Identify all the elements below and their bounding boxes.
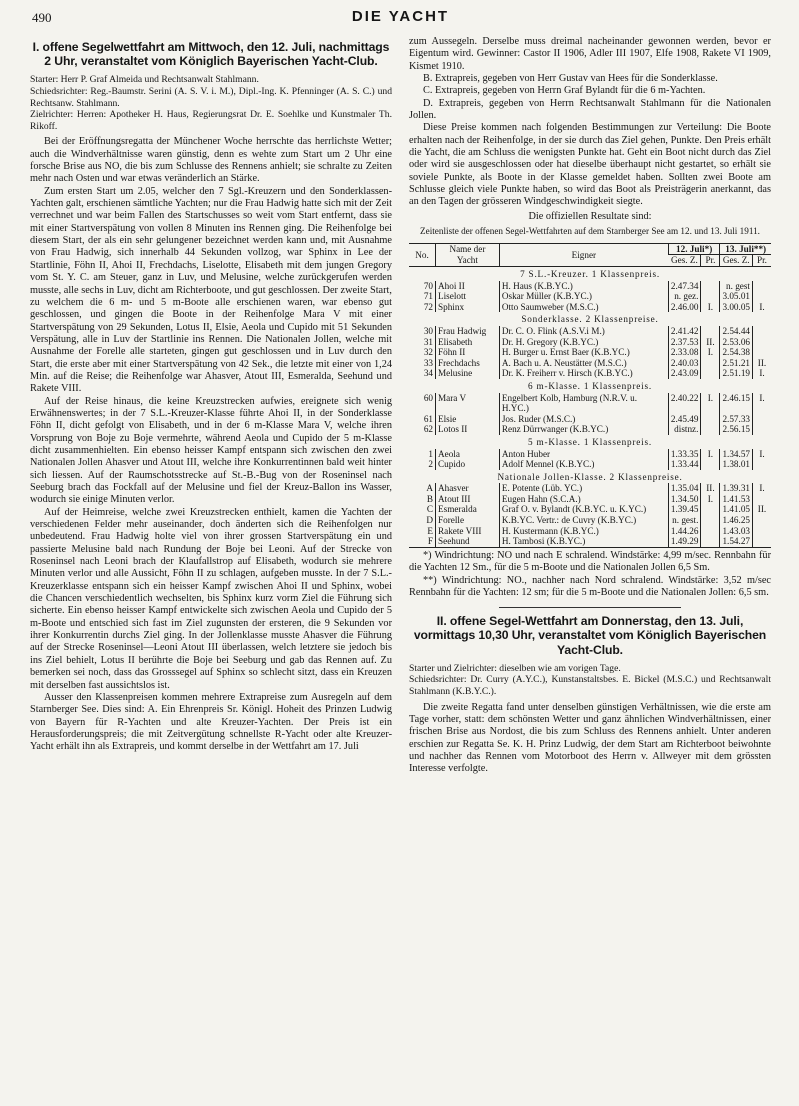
cell-time-day1: 2.33.08 bbox=[668, 347, 701, 358]
page-number: 490 bbox=[32, 10, 52, 25]
table-row bbox=[409, 424, 771, 435]
cell-time-day1: 1.34.50 bbox=[668, 494, 701, 505]
cell-yacht-name: Frechdachs bbox=[436, 358, 500, 369]
cell-time-day2: 1.54.27 bbox=[720, 536, 753, 547]
table-row bbox=[409, 504, 771, 515]
cell-time-day1: 2.43.09 bbox=[668, 368, 701, 379]
cell-prize-day1 bbox=[701, 281, 720, 292]
cell-time-day2: 2.53.06 bbox=[720, 337, 753, 348]
cell-prize-day2: I. bbox=[753, 449, 772, 460]
cell-owner: A. Bach u. A. Neustätter (M.S.C.) bbox=[499, 358, 668, 369]
cell-prize-day1 bbox=[701, 504, 720, 515]
footnote-day1: *) Windrichtung: NO und nach E schralend. Windstärke: 4,99 m/sec. Rennbahn für die Yachten 12 Sm., für die 5 m-Boote und die Nationalen Jollen 6,5 Sm. bbox=[409, 549, 771, 574]
cell-owner: Oskar Müller (K.B.YC.) bbox=[499, 291, 668, 302]
cell-no: F bbox=[409, 536, 436, 547]
cell-yacht-name: Lotos II bbox=[436, 424, 500, 435]
body-paragraph: D. Extrapreis, gegeben von Herrn Rechtsanwalt Stahlmann für die Nationalen Jollen. bbox=[409, 97, 771, 122]
cell-prize-day2 bbox=[753, 494, 772, 505]
body-paragraph: C. Extrapreis, gegeben von Herrn Graf Bylandt für die 6 m-Yachten. bbox=[423, 85, 706, 97]
table-row bbox=[409, 368, 771, 379]
col-header-day1: 12. Juli*) bbox=[668, 243, 720, 255]
cell-no: 70 bbox=[423, 280, 433, 291]
table-row bbox=[409, 414, 771, 425]
cell-prize-day1 bbox=[701, 459, 720, 470]
cell-time-day1: 1.33.44 bbox=[668, 459, 701, 470]
cell-yacht-name: Forelle bbox=[436, 515, 500, 526]
class-group-row bbox=[409, 470, 771, 484]
cell-yacht-name: Sphinx bbox=[436, 302, 500, 313]
cell-time-day2: 1.41.53 bbox=[720, 494, 753, 505]
cell-yacht-name: Mara V bbox=[436, 393, 500, 414]
cell-time-day2: 3.05.01 bbox=[720, 291, 753, 302]
body-paragraph: Ausser den Klassenpreisen kommen mehrere Extrapreise zum Ausregeln auf dem Starnberger See. Dies sind: A. Ein Ehrenpreis Sr. Königl. Hoheit des Prinzen Ludwig von Bayern für R-Yachten und alte Kreuzer-Yachten. Der Preis ist ein Herausforderungspreis; die mit Zeitvergütung schnellste R-Yacht oder alte Kreuzer-Yacht erhält ihn als Extrapreis, und kommt derselbe in der Wettfahrt am 17. Juli bbox=[30, 691, 392, 753]
cell-prize-day1 bbox=[701, 526, 720, 537]
col-header-day2: 13. Juli**) bbox=[720, 243, 771, 255]
cell-time-day1: n. gest. bbox=[668, 515, 701, 526]
cell-no: C bbox=[426, 504, 433, 515]
page-header bbox=[30, 6, 771, 30]
footnote-day2: **) Windrichtung: NO., nachher nach Nord schralend. Windstärke: 3,52 m/sec Rennbahn für die Yachten: 12 sm; für die 5 m-Boote und die Nationalen Jollen: 6,5 sm. bbox=[409, 574, 771, 598]
cell-time-day2: 2.51.21 bbox=[720, 358, 753, 369]
col-header-yacht: Name der Yacht bbox=[436, 243, 500, 266]
cell-time-day2: 2.54.44 bbox=[720, 326, 753, 337]
schiedsrichter-line: Schiedsrichter: Reg.-Baumstr. Serini (A. S. V. i. M.), Dipl.-Ing. K. Pfenninger (A. S. C.) und Rechtsanw. Stahlmann. bbox=[30, 86, 392, 109]
cell-time-day1: 2.47.34 bbox=[668, 281, 701, 292]
cell-owner: Renz Dürrwanger (K.B.YC.) bbox=[499, 424, 668, 435]
table-row bbox=[409, 347, 771, 358]
body-paragraph: Zum ersten Start um 2.05, welcher den 7 Sgl.-Kreuzern und den Sonderklassen-Yachten galt, erschienen sämtliche Yachten; nur die Frau Hadwig hatte sich mit der Zeit verrechnet und war beim Fallen des Startschusses so weit vom Start entfernt, dass sie mit einer Startverspätung von vollen 8 Minuten ins Rennen ging. Die Reihenfolge bei diesem Start, der als ein sehr gelungener bezeichnet werden kann und, mit Ausnahme von Frau Hadwig, sich innerhalb 44 Sekunden vollzog, war Sphinx in Lee der Startlinie, Föhn II, Ahoi II, Frechdachs, Liselotte, Elisabeth mit dem jungen Gregory vom St. Y. C. am Steuer, ganz in Luv, und Melusine, welche zurückgerufen werden musste, alle sechs in Luv, dicht am Richterboote, und gut geschlossen. Der zweite Start, zu welchem die 6 m- und 5 m-Boote alle erschienen waren, war ebenso gut geschlossen, und gingen die Boote in der Reihenfolge Mara V mit einer Startverspätung von 29 Sekunden, Lotus II, Elsie, Aeola und Cupido mit 51 Sekunden Verspätung, alle in Luv der Startlinie ins Rennen. Die Nationalen Jollen, welche mit Ausnahme der Forelle alle starteten, gingen gut geschlossen und in Luv durch den Start, die erste aber mit einer Startverspätung von 42 Sek., die letzte mit einer von 1,24 Min. auf die Reise; die Reihenfolge war Ahasver, Atout III, Esmeralda, Seehund und Rakete VIII. bbox=[30, 185, 392, 395]
results-table-body bbox=[409, 267, 771, 548]
cell-owner: Dr. C. O. Flink (A.S.V.i M.) bbox=[499, 326, 668, 337]
right-column bbox=[409, 36, 771, 776]
cell-prize-day2: I. bbox=[753, 368, 772, 379]
cell-no: 72 bbox=[423, 301, 433, 312]
class-group-title: Sonderklasse. 2 Klassenpreise. bbox=[521, 314, 659, 325]
cell-owner: Graf O. v. Bylandt (K.B.YC. u. K.YC.) bbox=[499, 504, 668, 515]
cell-prize-day2 bbox=[753, 459, 772, 470]
cell-prize-day1 bbox=[701, 326, 720, 337]
cell-prize-day1: I. bbox=[701, 347, 720, 358]
cell-time-day1: 2.40.03 bbox=[668, 358, 701, 369]
two-column-body bbox=[30, 36, 771, 776]
cell-prize-day1: I. bbox=[701, 494, 720, 505]
cell-prize-day2: I. bbox=[753, 393, 772, 414]
cell-owner: Adolf Mennel (K.B.YC.) bbox=[499, 459, 668, 470]
cell-time-day1: 1.49.29 bbox=[668, 536, 701, 547]
cell-time-day2: 2.57.33 bbox=[720, 414, 753, 425]
cell-no: 30 bbox=[423, 325, 433, 336]
cell-owner: Engelbert Kolb, Hamburg (N.R.V. u. H.YC.) bbox=[499, 393, 668, 414]
cell-time-day1: 2.40.22 bbox=[668, 393, 701, 414]
cell-time-day1: 1.33.35 bbox=[668, 449, 701, 460]
results-table bbox=[409, 243, 771, 548]
body-paragraph: Die zweite Regatta fand unter denselben günstigen Verhältnissen, wie die erste am Tage vorher, statt: dem schönsten Wetter und ganz ähnlichen Windverhältnissen, einer frischen Brise aus Nordost, die bis zum Schluss des Rennens anhielt. Unter anderen erschien zur Regatta Se. K. H. Prinz Ludwig, der dem Start am Richterboot beiwohnte und nachher das Rennen vom Motorboot des Herrn v. Allweyer mit dem grössten Interesse verfolgte. bbox=[409, 701, 771, 775]
col-header-owner: Eigner bbox=[499, 243, 668, 266]
table-row bbox=[409, 459, 771, 470]
cell-prize-day2: II. bbox=[753, 358, 772, 369]
cell-no: 33 bbox=[423, 357, 433, 368]
class-group-title: 5 m-Klasse. 1 Klassenpreis. bbox=[528, 436, 652, 447]
cell-no: 62 bbox=[423, 424, 433, 435]
cell-no: 32 bbox=[423, 347, 433, 358]
cell-prize-day2 bbox=[753, 515, 772, 526]
body-paragraph: Auf der Reise hinaus, die keine Kreuzstrecken aufwies, ereignete sich wenig Erwähnenswertes; in der 7 S.L.-Kreuzer-Klasse führte Ahoi II, in der Sonderklasse Föhn II, dicht gefolgt von Elisabeth, und in der 6 m-Klasse Mara V, welche ihren Vorsprung von Boje zu Boje vermehrte, während Aeola und Cupido der 5 m-Klasse dicht zusammenhielten. Ein ebenso heisser Kampf entspann sich zwischen den zwei Nationalen Jollen Ahasver und Atout III, welche ihre Konkurrentinnen bald weit hinter sich liessen. Auf der Raumschotsstrecke auf St.-B.-Bug von der Roseninsel nach Seeburg brach das Fockfall auf der Melusine und fiel der Kreuz-Ballon ins Wasser, wodurch sie einige Minuten verlor. bbox=[30, 395, 392, 506]
cell-time-day2: 1.34.57 bbox=[720, 449, 753, 460]
col-header-pr: Pr. bbox=[701, 255, 720, 267]
table-footnotes bbox=[409, 550, 771, 599]
table-row bbox=[409, 483, 771, 494]
cell-prize-day1: II. bbox=[701, 483, 720, 494]
cell-owner: K.B.YC. Vertr.: de Cuvry (K.B.YC.) bbox=[499, 515, 668, 526]
cell-prize-day1: I. bbox=[701, 449, 720, 460]
body-paragraph: Bei der Eröffnungsregatta der Münchener Woche herrschte das herrlichste Wetter; auch die Windverhältnisse waren günstig, denn es wehte zum Start um 2 Uhr eine forsche Brise aus NO, die bis zum Schlusse des Rennens anhielt; sie schralte zu Zeiten mehr nach Osten und war etwas veränderlich an Stärke. bbox=[30, 136, 392, 185]
starter-line: Starter: Herr P. Graf Almeida und Rechtsanwalt Stahlmann. bbox=[30, 74, 259, 86]
table-row bbox=[409, 337, 771, 348]
cell-no: 2 bbox=[428, 459, 433, 470]
cell-prize-day2 bbox=[753, 536, 772, 547]
cell-prize-day2 bbox=[753, 526, 772, 537]
cell-time-day1: 2.41.42 bbox=[668, 326, 701, 337]
cell-prize-day1 bbox=[701, 536, 720, 547]
cell-time-day2: 2.46.15 bbox=[720, 393, 753, 414]
cell-yacht-name: Aeola bbox=[436, 449, 500, 460]
cell-time-day2: 1.46.25 bbox=[720, 515, 753, 526]
cell-time-day2: n. gest bbox=[720, 281, 753, 292]
cell-yacht-name: Cupido bbox=[436, 459, 500, 470]
cell-no: A bbox=[426, 483, 433, 494]
table-row bbox=[409, 302, 771, 313]
cell-no: 71 bbox=[423, 291, 433, 302]
cell-owner: E. Potente (Lüb. YC.) bbox=[499, 483, 668, 494]
cell-time-day1: 2.45.49 bbox=[668, 414, 701, 425]
table-row bbox=[409, 536, 771, 547]
cell-no: D bbox=[426, 515, 433, 526]
cell-yacht-name: Atout III bbox=[436, 494, 500, 505]
cell-owner: Dr. K. Freiherr v. Hirsch (K.B.YC.) bbox=[499, 368, 668, 379]
cell-owner: Jos. Ruder (M.S.C.) bbox=[499, 414, 668, 425]
cell-no: 61 bbox=[423, 413, 433, 424]
cell-owner: Eugen Hahn (S.C.A.) bbox=[499, 494, 668, 505]
cell-time-day1: distnz. bbox=[668, 424, 701, 435]
class-group-title: Nationale Jollen-Klasse. 2 Klassenpreise. bbox=[497, 471, 683, 482]
cell-no: 31 bbox=[423, 336, 433, 347]
cell-time-day1: 1.39.45 bbox=[668, 504, 701, 515]
col-header-no: No. bbox=[409, 243, 436, 266]
cell-time-day2: 1.38.01 bbox=[720, 459, 753, 470]
class-group-row bbox=[409, 435, 771, 449]
cell-no: 60 bbox=[423, 392, 433, 403]
body-paragraph: Diese Preise kommen nach folgenden Bestimmungen zur Verteilung: Die Boote erhalten nach der Reihenfolge, in der sie durch das Ziel gehen, Punkte. Den Preis erhält die Yacht, die am Schluss die wenigsten Punkte hat. Geht ein Boot nicht durch das Ziel oder wird sie ausgeschlossen oder hat dieselbe überhaupt nicht gestartet, so erhält sie soviele Punkte, als Boote in der Klasse gemeldet haben. Sollten zwei Boote am Schlusse gleich viele Punkte haben, so wird das Boot als Preisträgerin anerkannt, das an den Tagen der grösseren Windgeschwindigkeit siegte. bbox=[409, 122, 771, 208]
cell-time-day2: 3.00.05 bbox=[720, 302, 753, 313]
cell-prize-day1: I. bbox=[701, 302, 720, 313]
cell-prize-day2 bbox=[753, 326, 772, 337]
zielrichter-line: Zielrichter: Herren: Apotheker H. Haus, Regierungsrat Dr. E. Soehlke und Kunstmaler Th. Rikoff. bbox=[30, 109, 392, 132]
class-group-title: 7 S.L.-Kreuzer. 1 Klassenpreis. bbox=[520, 269, 660, 279]
cell-yacht-name: Elisabeth bbox=[436, 337, 500, 348]
starter-zielrichter-line: Starter und Zielrichter: dieselben wie am vorigen Tage. bbox=[409, 662, 621, 674]
cell-yacht-name: Frau Hadwig bbox=[436, 326, 500, 337]
schiedsrichter-line: Schiedsrichter: Dr. Curry (A.Y.C.), Kunstanstaltsbes. E. Bickel (M.S.C.) und Rechtsanwalt Stahlmann (K.B.Y.C.). bbox=[409, 674, 771, 698]
cell-yacht-name: Rakete VIII bbox=[436, 526, 500, 537]
results-intro: Die offiziellen Resultate sind: bbox=[528, 210, 652, 222]
cell-prize-day1 bbox=[701, 291, 720, 302]
cell-prize-day2: I. bbox=[753, 302, 772, 313]
cell-yacht-name: Ahoi II bbox=[436, 281, 500, 292]
cell-prize-day1 bbox=[701, 414, 720, 425]
cell-prize-day2 bbox=[753, 291, 772, 302]
cell-prize-day2 bbox=[753, 414, 772, 425]
section-1-title: I. offene Segelwettfahrt am Mittwoch, den 12. Juli, nachmittags 2 Uhr, veranstaltet vom Königlich Bayerischen Yacht-Club. bbox=[32, 40, 390, 69]
cell-owner: Dr. H. Gregory (K.B.YC.) bbox=[499, 337, 668, 348]
table-row bbox=[409, 326, 771, 337]
cell-owner: H. Tambosi (K.B.YC.) bbox=[499, 536, 668, 547]
class-group-row bbox=[409, 379, 771, 393]
cell-prize-day2 bbox=[753, 347, 772, 358]
cell-prize-day1: I. bbox=[701, 393, 720, 414]
table-row bbox=[409, 393, 771, 414]
cell-prize-day2 bbox=[753, 424, 772, 435]
cell-prize-day1 bbox=[701, 358, 720, 369]
cell-yacht-name: Elsie bbox=[436, 414, 500, 425]
cell-owner: H. Kustermann (K.B.YC.) bbox=[499, 526, 668, 537]
cell-prize-day1 bbox=[701, 424, 720, 435]
col-header-pr: Pr. bbox=[753, 255, 772, 267]
cell-time-day2: 1.43.03 bbox=[720, 526, 753, 537]
table-row bbox=[409, 494, 771, 505]
body-paragraph: B. Extrapreis, gegeben von Herr Gustav van Hees für die Sonderklasse. bbox=[423, 73, 718, 85]
cell-yacht-name: Föhn II bbox=[436, 347, 500, 358]
cell-prize-day2 bbox=[753, 281, 772, 292]
cell-yacht-name: Seehund bbox=[436, 536, 500, 547]
cell-time-day2: 2.54.38 bbox=[720, 347, 753, 358]
cell-yacht-name: Esmeralda bbox=[436, 504, 500, 515]
cell-time-day1: 2.46.00 bbox=[668, 302, 701, 313]
cell-time-day1: 1.44.26 bbox=[668, 526, 701, 537]
cell-prize-day1 bbox=[701, 368, 720, 379]
cell-prize-day2: II. bbox=[753, 504, 772, 515]
cell-time-day2: 2.51.19 bbox=[720, 368, 753, 379]
table-row bbox=[409, 526, 771, 537]
cell-no: B bbox=[426, 493, 433, 504]
cell-time-day2: 1.39.31 bbox=[720, 483, 753, 494]
table-row bbox=[409, 515, 771, 526]
body-paragraph: Auf der Heimreise, welche zwei Kreuzstrecken enthielt, kamen die Yachten der verschiedenen Felder mehr auseinander, doch änderten sich die Reihenfolgen nur unbedeutend. Frau Hadwig holte viel von ihrer grossen Startverspätung ein und passierte Melusine bald nach Rundung der Boje bei Leoni. Auf der Strecke von Roseninsel nach Leoni brach der Klaufallstrop auf Elisabeth, wodurch sie mehrere Minuten verlor und alle Aussicht, Föhn II zu schlagen, aufgeben musste. In der 7 S.L.-Kreuzerklasse entspann sich ein heisser Kampf zwischen Ahoi II und Sphinx, wobei die Chancen verschiedentlich wechselten, bis Sphinx kurz vorm Ziel die Führung sich sicherte. Ein ebenso heisser Kampf entwickelte sich zwischen Aeola und Cupido der 5 m-Boote und entschied sich fast im Ziel zugunsten der ersteren, die 9 Sekunden vor ihrer Konkurrentin durchs Ziel ging. In der Jollenklasse musste Ahasver die Führung auf der Strecke Roseninsel—Leoni Atout III überlassen, welch letztere sie jedoch bis ins Ziel behielt, Lotus II berührte die Boje bei Seeburg und gab das Rennen auf. Zu bemerken sei noch, dass das Grosssegel auf Sphinx so schlecht sitzt, dass ein Kreuzen mit derselben fast aussichtslos ist. bbox=[30, 506, 392, 691]
cell-owner: Otto Saumweber (M.S.C.) bbox=[499, 302, 668, 313]
cell-time-day1: 2.37.53 bbox=[668, 337, 701, 348]
cell-time-day1: n. gez. bbox=[668, 291, 701, 302]
cell-yacht-name: Liselott bbox=[436, 291, 500, 302]
cell-prize-day2: I. bbox=[753, 483, 772, 494]
cell-time-day1: 1.35.04 bbox=[668, 483, 701, 494]
cell-no: 1 bbox=[428, 448, 433, 459]
table-row bbox=[409, 449, 771, 460]
cell-no: E bbox=[427, 525, 433, 536]
table-row bbox=[409, 281, 771, 292]
cell-prize-day1 bbox=[701, 515, 720, 526]
cell-owner: H. Burger u. Ernst Baer (K.B.YC.) bbox=[499, 347, 668, 358]
section-divider bbox=[499, 607, 681, 608]
col-header-ges-z: Ges. Z. bbox=[668, 255, 701, 267]
col-header-ges-z: Ges. Z. bbox=[720, 255, 753, 267]
cell-no: 34 bbox=[423, 368, 433, 379]
cell-yacht-name: Melusine bbox=[436, 368, 500, 379]
body-paragraph: zum Aussegeln. Derselbe muss dreimal nacheinander gewonnen werden, bevor er Eigentum wird. Gewinner: Castor II 1906, Adler III 1907, Elfe 1908, Rakete VI 1909, Kismet 1910. bbox=[409, 36, 771, 72]
class-group-title: 6 m-Klasse. 1 Klassenpreis. bbox=[528, 380, 652, 391]
running-title: DIE YACHT bbox=[351, 8, 450, 25]
table-row bbox=[409, 358, 771, 369]
section-2-title: II. offene Segel-Wettfahrt am Donnerstag, den 13. Juli, vormittags 10,30 Uhr, veranstaltet vom Königlich Bayerischen Yacht-Club. bbox=[413, 614, 767, 657]
class-group-row bbox=[409, 312, 771, 326]
cell-owner: Anton Huber bbox=[499, 449, 668, 460]
cell-time-day2: 2.56.15 bbox=[720, 424, 753, 435]
cell-yacht-name: Ahasver bbox=[436, 483, 500, 494]
table-row bbox=[409, 291, 771, 302]
cell-prize-day2 bbox=[753, 337, 772, 348]
cell-time-day2: 1.41.05 bbox=[720, 504, 753, 515]
results-table-caption: Zeitenliste der offenen Segel-Wettfahrten auf dem Starnberger See am 12. und 13. Juli 1911. bbox=[420, 225, 760, 236]
left-column bbox=[30, 36, 392, 776]
cell-owner: H. Haus (K.B.YC.) bbox=[499, 281, 668, 292]
class-group-row bbox=[409, 267, 771, 281]
cell-prize-day1: II. bbox=[701, 337, 720, 348]
